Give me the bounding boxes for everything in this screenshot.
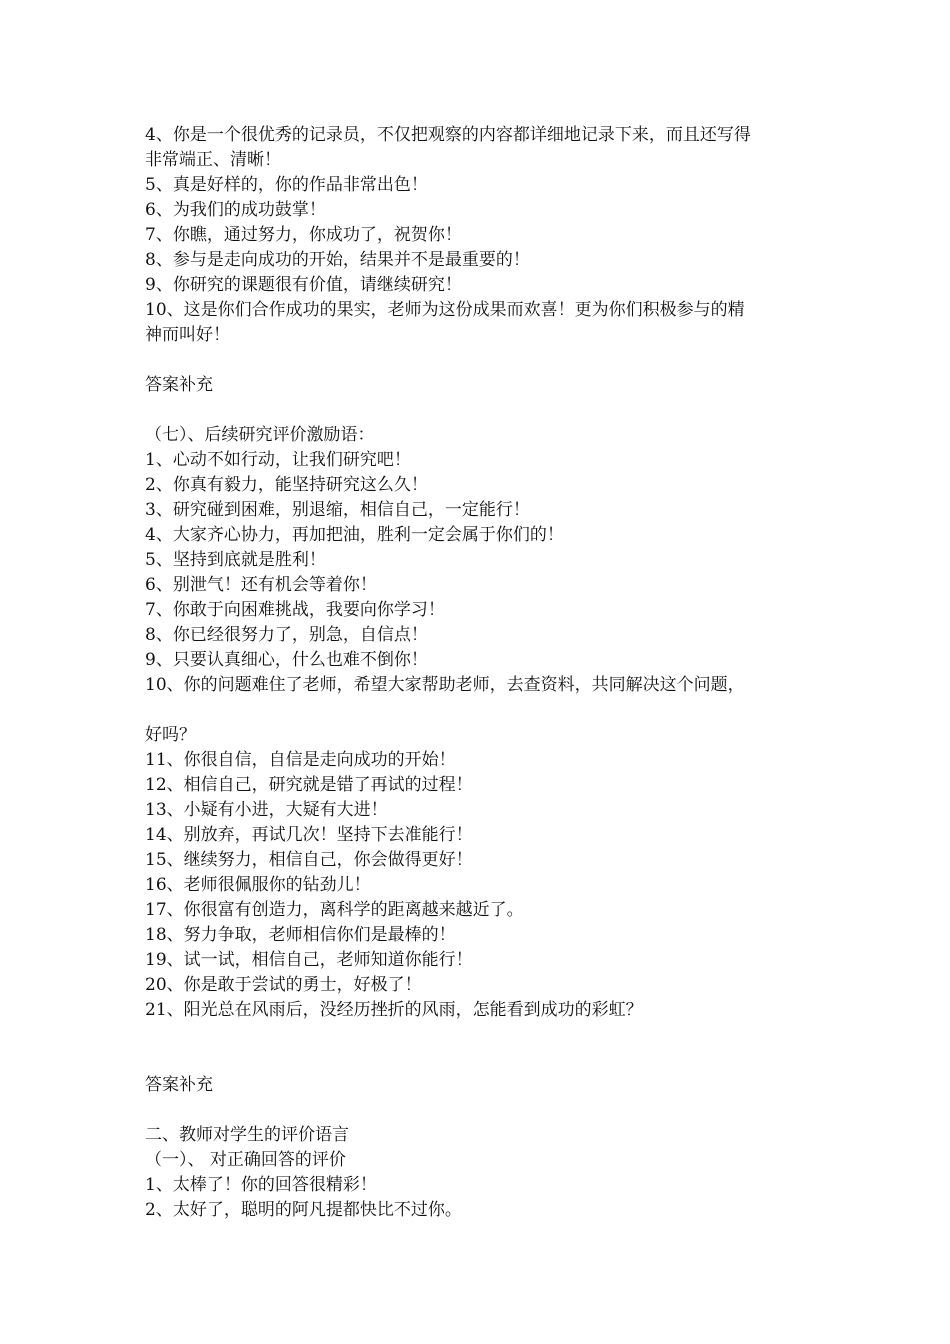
section-a bbox=[145, 123, 815, 348]
text-line: 神而叫好！ bbox=[145, 325, 230, 345]
text-line: 1、太棒了！你的回答很精彩！ bbox=[145, 1175, 377, 1195]
section-b bbox=[145, 423, 815, 1023]
text-line: 17、你很富有创造力，离科学的距离越来越近了。 bbox=[145, 900, 524, 920]
text-line: 11、你很自信，自信是走向成功的开始！ bbox=[145, 750, 456, 770]
spacer bbox=[145, 348, 815, 373]
text-line: 1、心动不如行动，让我们研究吧！ bbox=[145, 450, 411, 470]
supplement-heading: 答案补充 bbox=[145, 1075, 213, 1095]
text-line: 12、相信自己，研究就是错了再试的过程！ bbox=[145, 775, 473, 795]
text-line: 2、太好了，聪明的阿凡提都快比不过你。 bbox=[145, 1200, 462, 1220]
text-line: 18、努力争取，老师相信你们是最棒的！ bbox=[145, 925, 456, 945]
text-line: 14、别放弃，再试几次！坚持下去准能行！ bbox=[145, 825, 473, 845]
text-line: 8、你已经很努力了，别急，自信点！ bbox=[145, 625, 428, 645]
text-line: 9、你研究的课题很有价值，请继续研究！ bbox=[145, 275, 462, 295]
text-line: 好吗？ bbox=[145, 725, 196, 745]
text-line: 13、小疑有小进，大疑有大进！ bbox=[145, 800, 388, 820]
text-line: 10、这是你们合作成功的果实，老师为这份成果而欢喜！更为你们积极参与的精 bbox=[145, 300, 745, 320]
text-line: 4、大家齐心协力，再加把油，胜利一定会属于你们的！ bbox=[145, 525, 564, 545]
section-c bbox=[145, 1123, 815, 1223]
text-line: 5、真是好样的，你的作品非常出色！ bbox=[145, 175, 428, 195]
section-title: （七）、后续研究评价激励语： bbox=[145, 425, 375, 445]
text-line: 16、老师很佩服你的钻劲儿！ bbox=[145, 875, 371, 895]
text-line: 7、你敢于向困难挑战，我要向你学习！ bbox=[145, 600, 445, 620]
text-line: 6、别泄气！还有机会等着你！ bbox=[145, 575, 377, 595]
text-line: 非常端正、清晰！ bbox=[145, 150, 281, 170]
document-page bbox=[145, 123, 815, 1223]
text-line: 5、坚持到底就是胜利！ bbox=[145, 550, 326, 570]
text-line: 6、为我们的成功鼓掌！ bbox=[145, 200, 326, 220]
supplement-heading: 答案补充 bbox=[145, 375, 213, 395]
text-line: 10、你的问题难住了老师，希望大家帮助老师，去查资料，共同解决这个问题， bbox=[145, 675, 745, 695]
text-line: 8、参与是走向成功的开始，结果并不是最重要的！ bbox=[145, 250, 530, 270]
text-line: 19、试一试，相信自己，老师知道你能行！ bbox=[145, 950, 473, 970]
text-line: 3、研究碰到困难，别退缩，相信自己，一定能行！ bbox=[145, 500, 530, 520]
section-subtitle: （一）、 对正确回答的评价 bbox=[145, 1150, 346, 1170]
text-line: 7、你瞧，通过努力，你成功了，祝贺你！ bbox=[145, 225, 462, 245]
spacer bbox=[145, 698, 815, 723]
spacer bbox=[145, 398, 815, 423]
text-line: 20、你是敢于尝试的勇士，好极了！ bbox=[145, 975, 422, 995]
text-line: 15、继续努力，相信自己，你会做得更好！ bbox=[145, 850, 473, 870]
spacer bbox=[145, 1023, 815, 1073]
text-line: 2、你真有毅力，能坚持研究这么久！ bbox=[145, 475, 428, 495]
text-line: 4、你是一个很优秀的记录员，不仅把观察的内容都详细地记录下来，而且还写得 bbox=[145, 125, 751, 145]
spacer bbox=[145, 1098, 815, 1123]
text-line: 9、只要认真细心，什么也难不倒你！ bbox=[145, 650, 428, 670]
section-title: 二、教师对学生的评价语言 bbox=[145, 1125, 349, 1145]
text-line: 21、阳光总在风雨后，没经历挫折的风雨，怎能看到成功的彩虹？ bbox=[145, 1000, 643, 1020]
